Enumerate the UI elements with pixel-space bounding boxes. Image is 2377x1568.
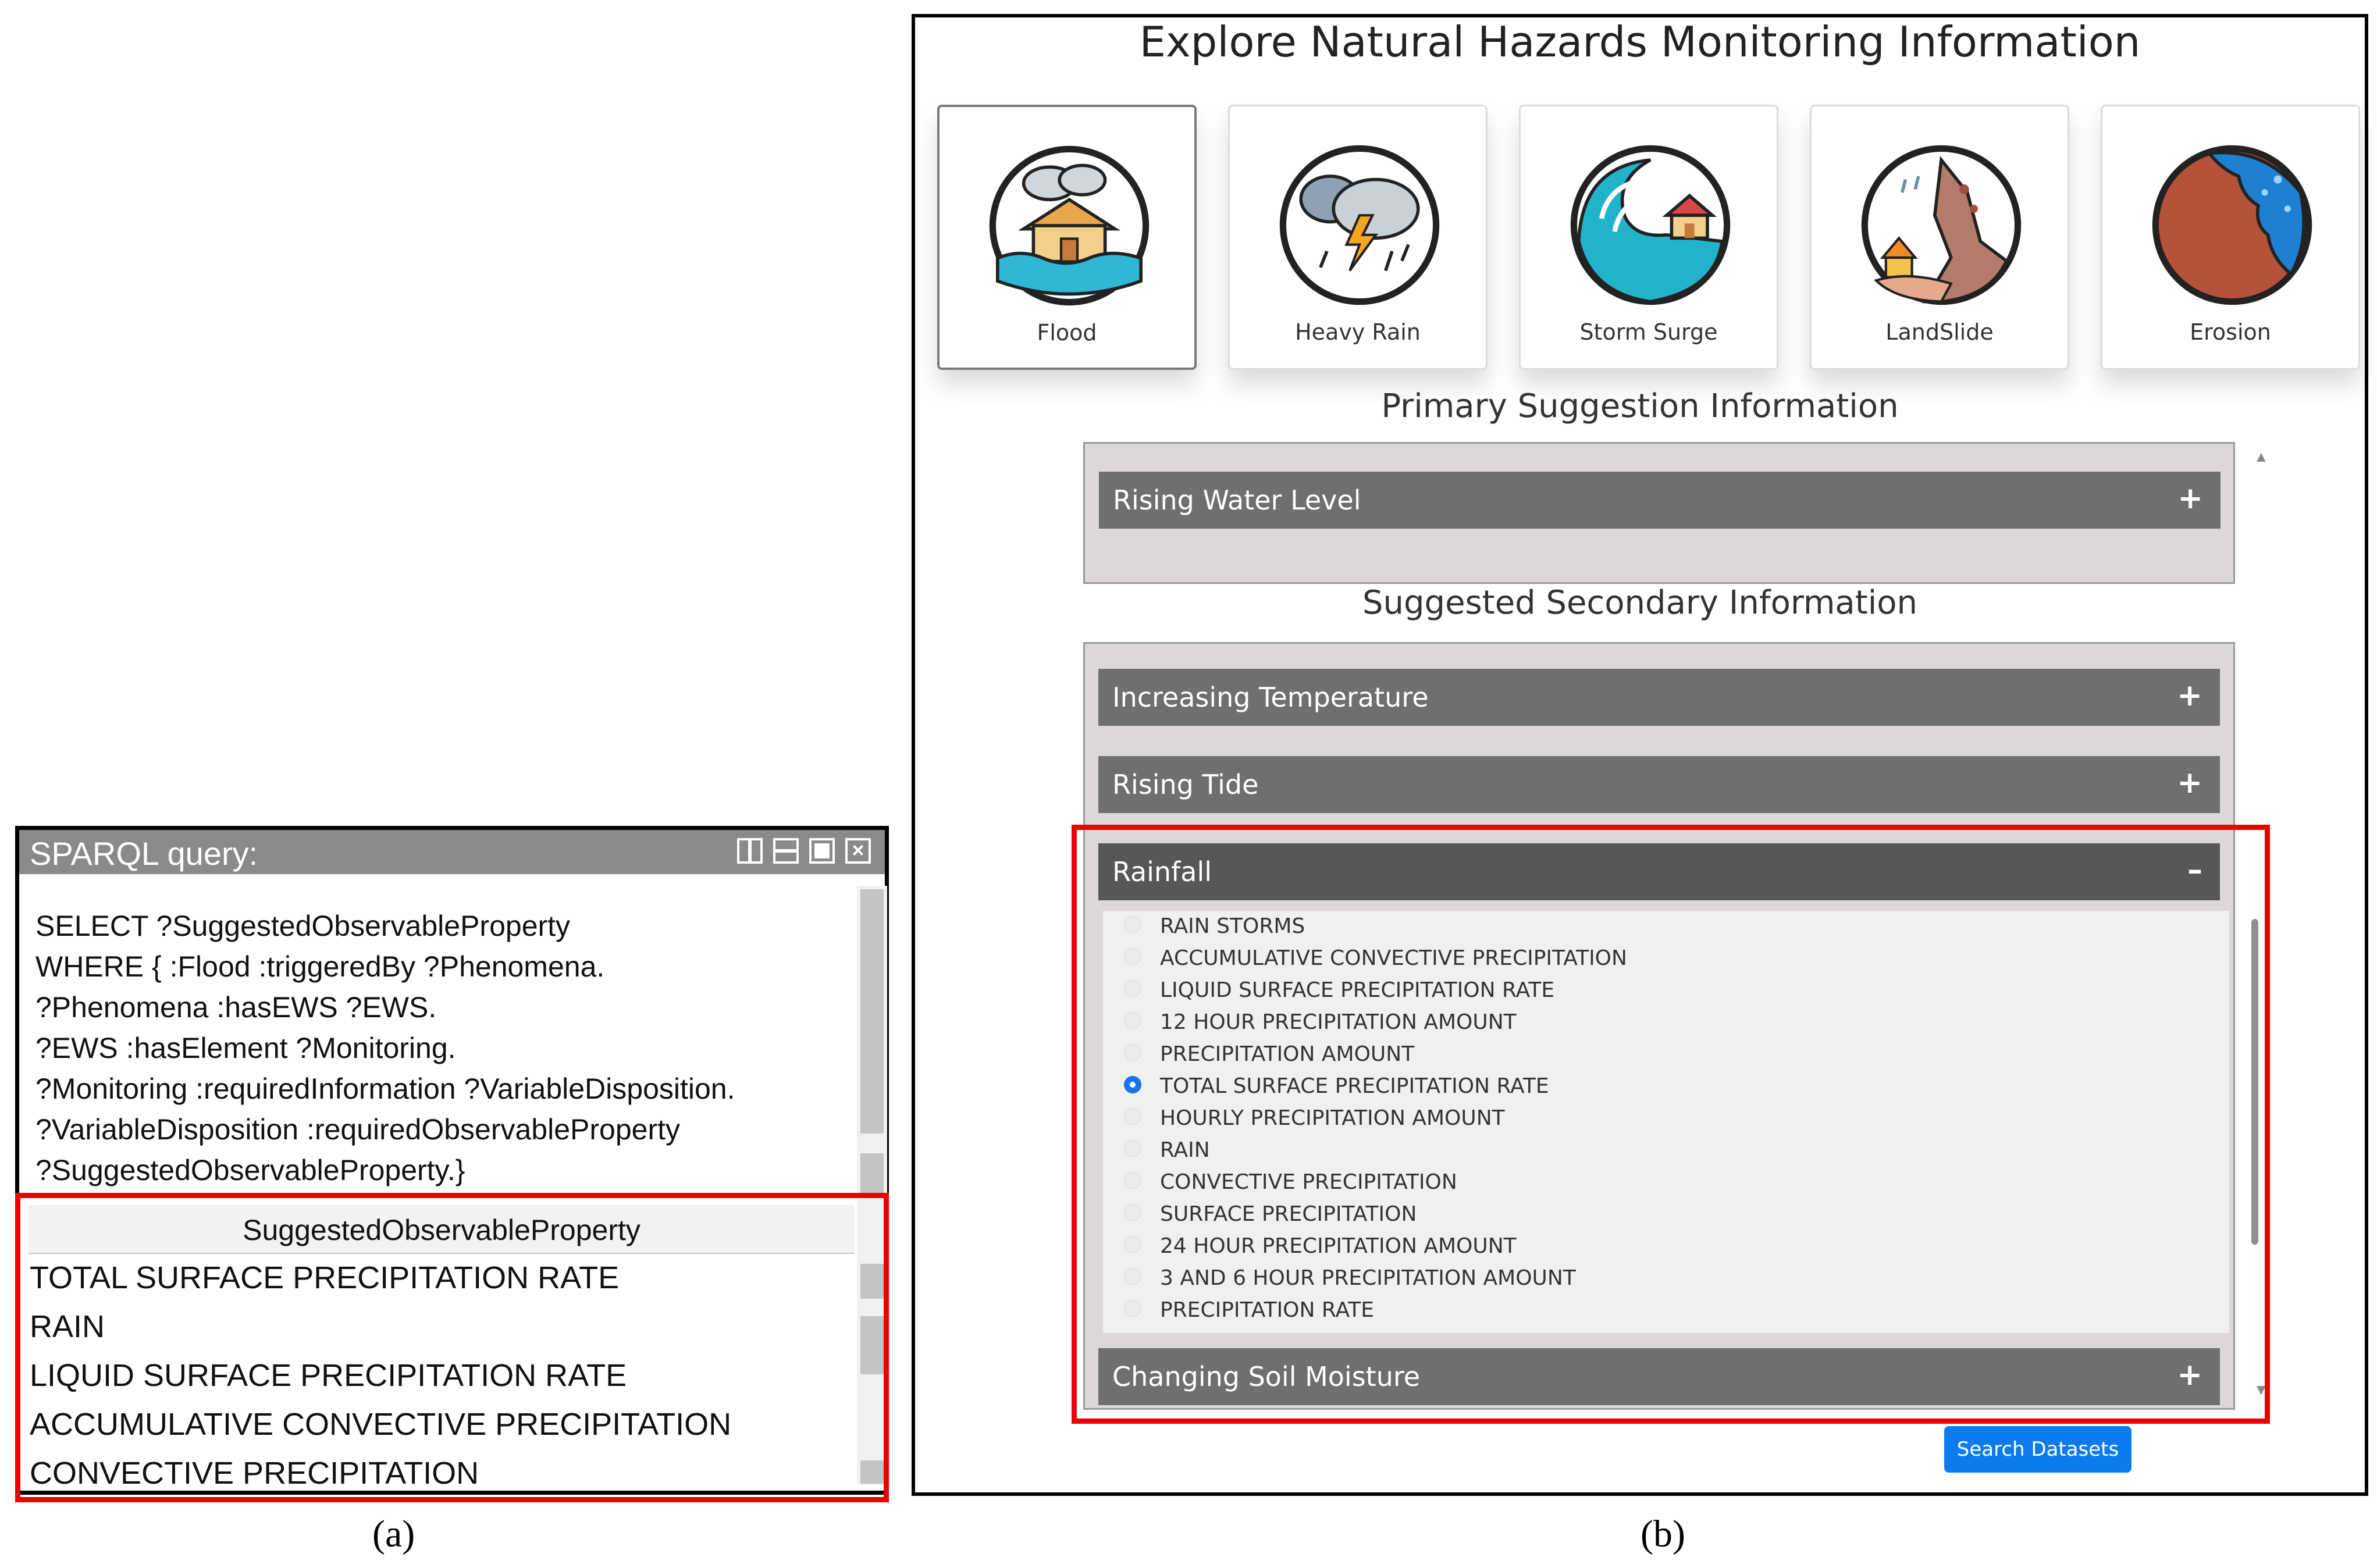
split-horizontal-icon[interactable] [773,838,799,864]
results-column-header-label: SuggestedObservableProperty [243,1214,640,1246]
query-line: WHERE { :Flood :triggeredBy ?Phenomena. [35,950,605,983]
hazard-label: Heavy Rain [1295,319,1421,345]
collapse-minus-icon[interactable]: – [2187,853,2202,888]
query-line: ?Monitoring :requiredInformation ?VariableDisposition. [35,1072,735,1105]
rainfall-option-label: TOTAL SURFACE PRECIPITATION RATE [1160,1074,1549,1098]
storm-surge-icon [1569,144,1732,307]
page-title: Explore Natural Hazards Monitoring Information [1139,17,2141,66]
landslide-icon [1860,144,2023,307]
expand-plus-icon[interactable]: + [2177,765,2202,800]
accordion-label: Changing Soil Moisture [1112,1361,1421,1392]
expand-plus-icon[interactable]: + [2177,1357,2202,1392]
hazard-card-storm-surge[interactable] [1519,105,1778,370]
rainfall-option-label: SURFACE PRECIPITATION [1160,1202,1417,1226]
rainfall-option-label: RAIN STORMS [1160,914,1305,938]
accordion-label: Rising Tide [1112,769,1259,800]
result-row[interactable]: LIQUID SURFACE PRECIPITATION RATE [30,1358,627,1393]
sparql-titlebar [19,830,885,874]
result-row[interactable]: ACCUMULATIVE CONVECTIVE PRECIPITATION [30,1407,732,1442]
split-vertical-icon[interactable] [737,838,763,864]
sparql-query-window [15,826,889,1495]
result-row[interactable]: TOTAL SURFACE PRECIPITATION RATE [30,1260,620,1295]
rainfall-option-label: 24 HOUR PRECIPITATION AMOUNT [1160,1234,1517,1258]
flood-icon [988,144,1151,307]
panel-b-caption: (b) [1641,1513,1685,1555]
query-results-highlight [15,1193,889,1502]
hazard-card-erosion[interactable] [2101,105,2360,370]
expand-plus-icon[interactable]: + [2177,481,2203,516]
query-scrollbar-segment [860,1153,884,1194]
rainfall-option-label: 3 AND 6 HOUR PRECIPITATION AMOUNT [1160,1266,1576,1290]
heavy-rain-icon [1278,144,1441,307]
scroll-up-arrow-icon[interactable]: ▲ [2254,448,2269,465]
query-line: ?VariableDisposition :requiredObservableProperty [35,1113,680,1146]
rainfall-option-label: PRECIPITATION RATE [1160,1298,1375,1322]
rainfall-highlight [1072,825,2270,1424]
rainfall-option-label: ACCUMULATIVE CONVECTIVE PRECIPITATION [1160,946,1627,970]
accordion-rising-water-level[interactable] [1099,472,2221,529]
accordion-increasing-temperature[interactable] [1098,669,2220,726]
hazard-card-flood[interactable] [937,105,1197,370]
rainfall-option-label: RAIN [1160,1138,1210,1162]
rainfall-option-label: 12 HOUR PRECIPITATION AMOUNT [1160,1010,1517,1034]
accordion-rising-tide[interactable] [1098,756,2220,813]
rainfall-option-label: CONVECTIVE PRECIPITATION [1160,1170,1457,1194]
panel-a-caption: (a) [372,1513,415,1555]
maximize-icon[interactable] [809,838,835,864]
sparql-window-title: SPARQL query: [30,835,258,872]
erosion-icon [2151,144,2314,307]
rainfall-option-label: PRECIPITATION AMOUNT [1160,1042,1415,1066]
hazard-label: Storm Surge [1579,319,1718,345]
query-line: SELECT ?SuggestedObservableProperty [35,910,571,942]
accordion-label: Rainfall [1112,856,1212,888]
query-line: ?SuggestedObservableProperty.} [35,1154,465,1186]
result-row[interactable]: RAIN [30,1309,105,1344]
hazard-card-heavy-rain[interactable] [1228,105,1488,370]
primary-accordion [1083,442,2235,584]
secondary-suggestion-title: Suggested Secondary Information [1362,584,1918,622]
hazard-label: Erosion [2190,319,2271,345]
expand-plus-icon[interactable]: + [2177,678,2202,713]
primary-suggestion-title: Primary Suggestion Information [1381,387,1899,425]
results-column-header[interactable] [29,1205,855,1254]
hazard-card-landslide[interactable] [1810,105,2069,370]
query-scrollbar-thumb[interactable] [860,889,884,1134]
query-line: ?EWS :hasElement ?Monitoring. [35,1032,456,1064]
rainfall-option-label: HOURLY PRECIPITATION AMOUNT [1160,1106,1505,1130]
result-row[interactable]: CONVECTIVE PRECIPITATION [30,1456,479,1491]
search-datasets-button[interactable]: Search Datasets [1944,1426,2132,1473]
accordion-label: Rising Water Level [1113,484,1361,516]
scroll-down-arrow-icon[interactable]: ▼ [2254,1381,2269,1398]
hazard-label: LandSlide [1885,319,1994,345]
hazard-label: Flood [1037,320,1097,345]
rainfall-option-label: LIQUID SURFACE PRECIPITATION RATE [1160,978,1555,1002]
query-line: ?Phenomena :hasEWS ?EWS. [35,991,437,1024]
close-icon[interactable]: × [845,838,871,864]
accordion-label: Increasing Temperature [1112,682,1429,713]
